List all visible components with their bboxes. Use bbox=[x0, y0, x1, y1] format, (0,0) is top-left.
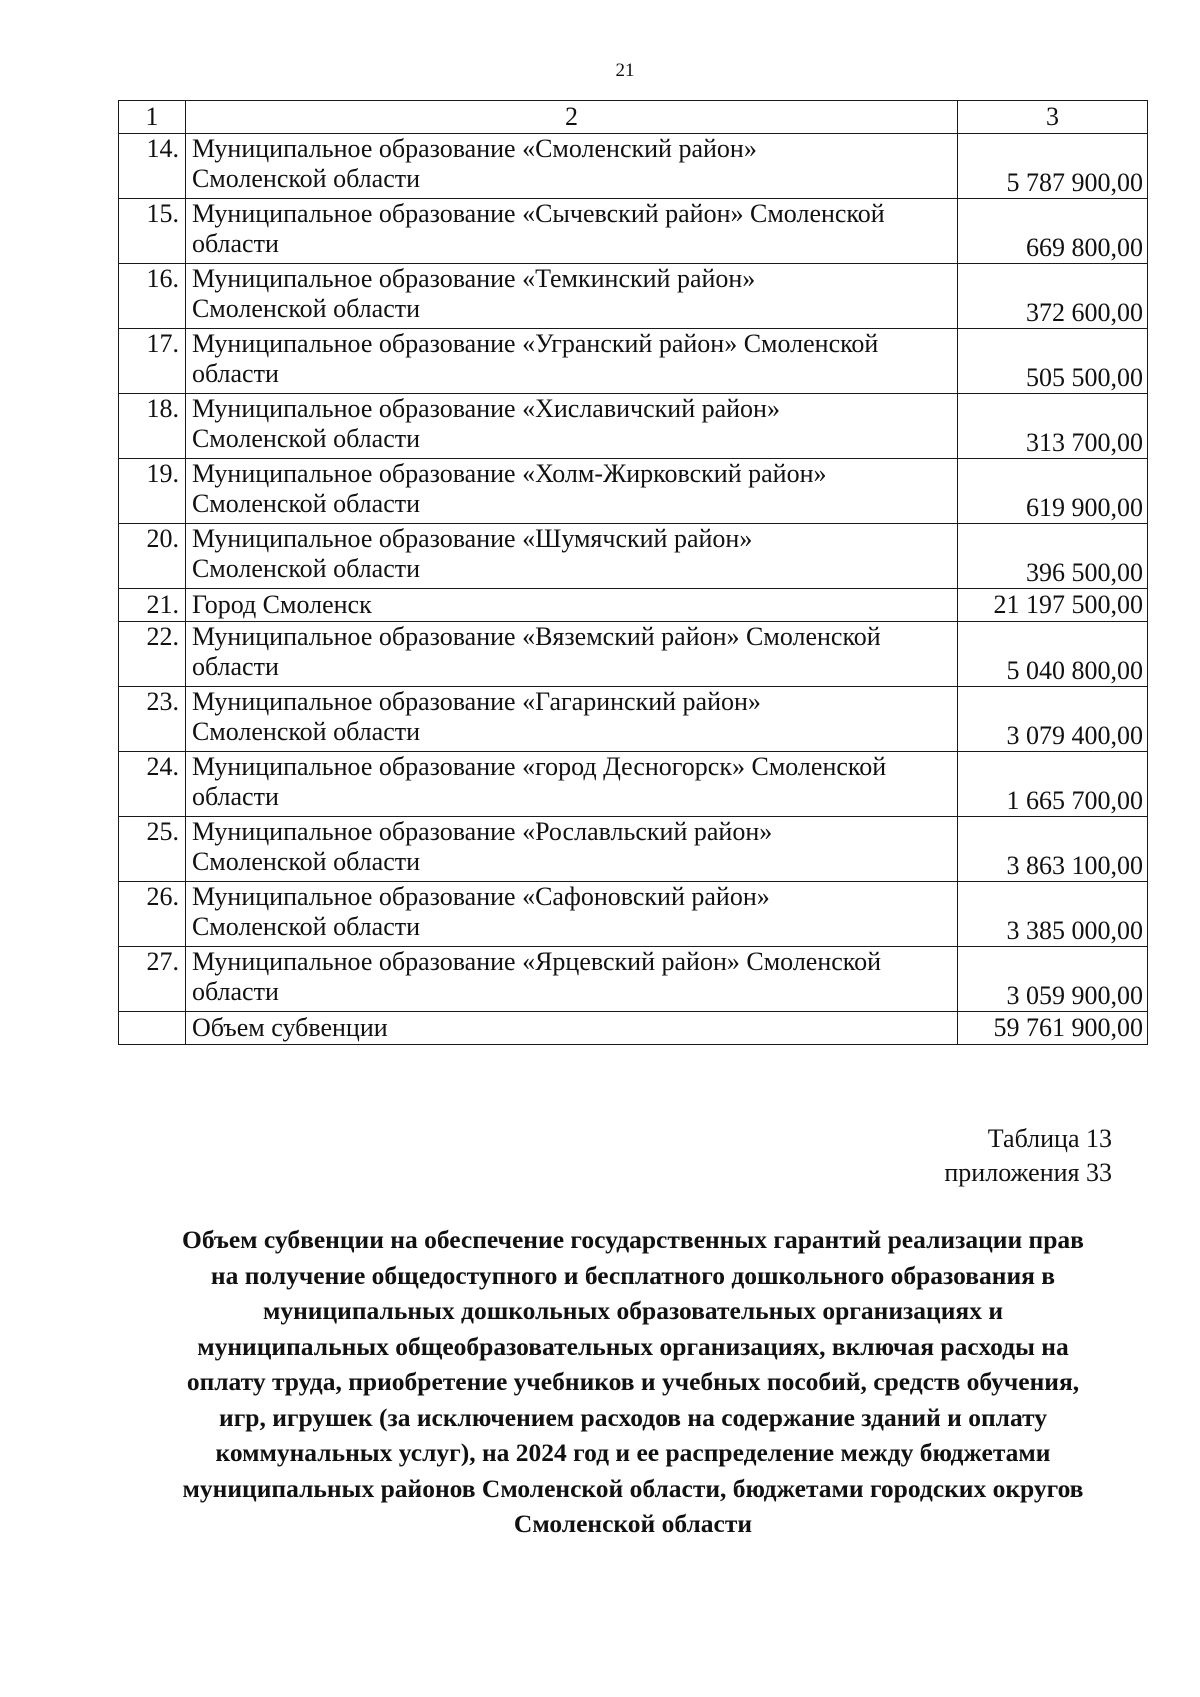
row-number: 14. bbox=[119, 134, 186, 199]
row-number: 24. bbox=[119, 752, 186, 817]
subvention-amount: 669 800,00 bbox=[958, 199, 1148, 264]
municipality-name-line: Муниципальное образование «Сычевский район» Смоленской bbox=[191, 199, 885, 228]
municipality-name-line: Смоленской области bbox=[191, 847, 421, 876]
row-number: 26. bbox=[119, 882, 186, 947]
heading-line: муниципальных районов Смоленской области, бюджетами городских округов bbox=[182, 1473, 1084, 1503]
table-row bbox=[119, 947, 1148, 1012]
heading-line: Объем субвенции на обеспечение государственных гарантий реализации прав bbox=[182, 1225, 1084, 1254]
municipality-name-line: Муниципальное образование «Гагаринский район» bbox=[191, 687, 761, 716]
subvention-amount: 619 900,00 bbox=[958, 459, 1148, 524]
heading-line: игр, игрушек (за исключением расходов на содержание зданий и оплату bbox=[219, 1402, 1047, 1432]
subvention-amount: 5 787 900,00 bbox=[958, 134, 1148, 199]
municipality-name-line: Смоленской области bbox=[191, 294, 421, 323]
table-header-row bbox=[119, 101, 1148, 134]
municipality-name bbox=[185, 589, 957, 622]
section-heading bbox=[118, 1222, 1148, 1542]
heading-line: на получение общедоступного и бесплатного дошкольного образования в bbox=[210, 1260, 1056, 1290]
municipality-name bbox=[185, 524, 957, 589]
municipality-name-line: Муниципальное образование «Холм-Жирковский район» bbox=[191, 459, 827, 488]
table-row bbox=[119, 199, 1148, 264]
row-number: 25. bbox=[119, 817, 186, 882]
subvention-amount: 505 500,00 bbox=[958, 329, 1148, 394]
table-row bbox=[119, 459, 1148, 524]
subvention-amount: 3 059 900,00 bbox=[958, 947, 1148, 1012]
municipality-name-line: Смоленской области bbox=[191, 554, 421, 583]
table-row bbox=[119, 264, 1148, 329]
municipality-name-line: Муниципальное образование «Сафоновский район» bbox=[191, 882, 770, 911]
subvention-amount: 3 385 000,00 bbox=[958, 882, 1148, 947]
column-header-3: 3 bbox=[958, 101, 1148, 134]
heading-line: муниципальных общеобразовательных организациях, включая расходы на bbox=[197, 1331, 1069, 1361]
row-number: 23. bbox=[119, 687, 186, 752]
municipality-name bbox=[185, 817, 957, 882]
municipality-name-line: Смоленской области bbox=[191, 717, 421, 746]
municipality-name-line: Город Смоленск bbox=[191, 590, 372, 619]
row-number: 22. bbox=[119, 622, 186, 687]
table-row bbox=[119, 134, 1148, 199]
heading-line: Смоленской области bbox=[513, 1509, 753, 1538]
subvention-amount: 3 863 100,00 bbox=[958, 817, 1148, 882]
municipality-name bbox=[185, 199, 957, 264]
municipality-name-line: Смоленской области bbox=[191, 424, 421, 453]
municipality-name-line: Муниципальное образование «Угранский район» Смоленской bbox=[191, 329, 879, 358]
subvention-amount: 372 600,00 bbox=[958, 264, 1148, 329]
total-amount: 59 761 900,00 bbox=[958, 1012, 1148, 1045]
subvention-table bbox=[118, 100, 1148, 1045]
subvention-amount: 21 197 500,00 bbox=[958, 589, 1148, 622]
municipality-name bbox=[185, 752, 957, 817]
municipality-name-line: Муниципальное образование «Ярцевский район» Смоленской bbox=[191, 947, 882, 976]
heading-line: муниципальных дошкольных образовательных организациях и bbox=[262, 1296, 1004, 1325]
row-number: 15. bbox=[119, 199, 186, 264]
municipality-name-line: Муниципальное образование «Хиславичский район» bbox=[191, 394, 780, 423]
municipality-name-line: области bbox=[191, 652, 279, 681]
table-reference-appendix: приложения 33 bbox=[944, 1158, 1112, 1187]
subvention-amount: 313 700,00 bbox=[958, 394, 1148, 459]
table-row bbox=[119, 589, 1148, 622]
row-number: 20. bbox=[119, 524, 186, 589]
table-row bbox=[119, 752, 1148, 817]
municipality-name-line: области bbox=[191, 977, 279, 1006]
row-number: 19. bbox=[119, 459, 186, 524]
municipality-name-line: области bbox=[191, 782, 279, 811]
table-row bbox=[119, 687, 1148, 752]
municipality-name-line: Смоленской области bbox=[191, 489, 421, 518]
municipality-name bbox=[185, 622, 957, 687]
table-row bbox=[119, 882, 1148, 947]
municipality-name bbox=[185, 882, 957, 947]
municipality-name bbox=[185, 947, 957, 1012]
municipality-name-line: Смоленской области bbox=[191, 912, 421, 941]
table-row bbox=[119, 524, 1148, 589]
subvention-amount: 5 040 800,00 bbox=[958, 622, 1148, 687]
municipality-name bbox=[185, 394, 957, 459]
row-number: 18. bbox=[119, 394, 186, 459]
total-label: Объем субвенции bbox=[185, 1012, 957, 1045]
municipality-name-line: области bbox=[191, 359, 279, 388]
subvention-amount: 3 079 400,00 bbox=[958, 687, 1148, 752]
total-empty-cell bbox=[119, 1012, 186, 1045]
municipality-name bbox=[185, 329, 957, 394]
municipality-name-line: Муниципальное образование «Темкинский район» bbox=[191, 264, 756, 293]
municipality-name-line: области bbox=[191, 229, 279, 258]
municipality-name-line: Муниципальное образование «Рославльский район» bbox=[191, 817, 773, 846]
column-header-2: 2 bbox=[185, 101, 957, 134]
total-row bbox=[119, 1012, 1148, 1045]
table-row bbox=[119, 394, 1148, 459]
row-number: 21. bbox=[119, 589, 186, 622]
municipality-name-line: Муниципальное образование «Вяземский район» Смоленской bbox=[191, 622, 881, 651]
municipality-name-line: Муниципальное образование «Шумячский район» bbox=[191, 524, 753, 553]
municipality-name bbox=[185, 264, 957, 329]
page-number: 21 bbox=[615, 60, 635, 81]
table-row bbox=[119, 622, 1148, 687]
subvention-amount: 396 500,00 bbox=[958, 524, 1148, 589]
table-row bbox=[119, 329, 1148, 394]
municipality-name-line: Смоленской области bbox=[191, 164, 421, 193]
municipality-name bbox=[185, 687, 957, 752]
row-number: 17. bbox=[119, 329, 186, 394]
municipality-name bbox=[185, 134, 957, 199]
table-row bbox=[119, 817, 1148, 882]
row-number: 27. bbox=[119, 947, 186, 1012]
municipality-name-line: Муниципальное образование «город Десногорск» Смоленской bbox=[191, 752, 887, 781]
table-reference-number: Таблица 13 bbox=[987, 1124, 1112, 1153]
heading-line: оплату труда, приобретение учебников и учебных пособий, средств обучения, bbox=[186, 1367, 1080, 1396]
row-number: 16. bbox=[119, 264, 186, 329]
municipality-name bbox=[185, 459, 957, 524]
municipality-name-line: Муниципальное образование «Смоленский район» bbox=[191, 134, 757, 163]
heading-line: коммунальных услуг), на 2024 год и ее распределение между бюджетами bbox=[215, 1438, 1051, 1467]
column-header-1: 1 bbox=[119, 101, 186, 134]
subvention-amount: 1 665 700,00 bbox=[958, 752, 1148, 817]
table-reference bbox=[944, 1122, 1112, 1190]
